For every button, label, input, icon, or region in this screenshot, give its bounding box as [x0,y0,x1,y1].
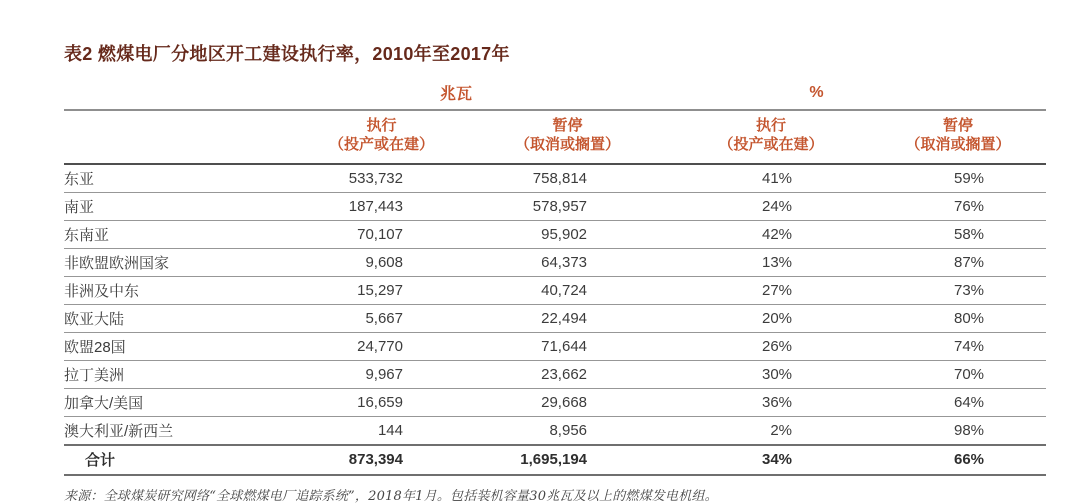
column-header-execute-pct: 执行 （投产或在建） [672,110,870,164]
table-row [64,220,1046,248]
source-note: 来源：全球煤炭研究网络“全球燃煤电厂追踪系统”，2018年1月。包括装机容量30兆瓦及以上的燃煤发电机组。 [64,488,718,504]
mw-halted-value: 40,724 [463,276,672,304]
mw-active-value: 187,443 [300,192,463,220]
table-row [64,248,1046,276]
mw-active-value: 5,667 [300,304,463,332]
pct-active-value: 20% [672,304,870,332]
total-pct-active-value: 34% [672,445,870,475]
pct-active-value: 13% [672,248,870,276]
total-label: 合计 [64,445,300,475]
mw-halted-value: 23,662 [463,360,672,388]
mw-active-value: 70,107 [300,220,463,248]
pct-halted-value: 73% [870,276,1046,304]
mw-active-value: 24,770 [300,332,463,360]
table-row [64,416,1046,445]
region-label: 南亚 [64,192,300,220]
unit-group-row [64,78,1046,110]
mw-active-value: 15,297 [300,276,463,304]
mw-halted-value: 95,902 [463,220,672,248]
mw-halted-value: 29,668 [463,388,672,416]
pct-halted-value: 64% [870,388,1046,416]
empty-corner-cell [64,78,300,110]
mw-halted-value: 64,373 [463,248,672,276]
page-title: 表2 燃煤电厂分地区开工建设执行率，2010年至2017年 [64,44,510,64]
pct-halted-value: 59% [870,164,1046,193]
pct-active-value: 42% [672,220,870,248]
pct-active-value: 24% [672,192,870,220]
pct-active-value: 41% [672,164,870,193]
total-mw-halted-value: 1,695,194 [463,445,672,475]
region-label: 澳大利亚/新西兰 [64,416,300,445]
pct-halted-value: 76% [870,192,1046,220]
empty-header-cell [64,110,300,164]
pct-halted-value: 80% [870,304,1046,332]
table-row [64,304,1046,332]
mw-halted-value: 71,644 [463,332,672,360]
region-label: 非洲及中东 [64,276,300,304]
mw-active-value: 533,732 [300,164,463,193]
table-row [64,360,1046,388]
total-row [64,445,1046,475]
table-row [64,164,1046,193]
pct-active-value: 26% [672,332,870,360]
column-header-execute-mw: 执行 （投产或在建） [300,110,463,164]
table-row [64,332,1046,360]
pct-halted-value: 70% [870,360,1046,388]
mw-halted-value: 22,494 [463,304,672,332]
column-header-halt-mw: 暂停 （取消或搁置） [463,110,672,164]
pct-active-value: 27% [672,276,870,304]
pct-halted-value: 98% [870,416,1046,445]
region-label: 东南亚 [64,220,300,248]
column-header-row [64,110,1046,164]
pct-halted-value: 74% [870,332,1046,360]
total-mw-active-value: 873,394 [300,445,463,475]
region-label: 欧盟28国 [64,332,300,360]
mw-halted-value: 758,814 [463,164,672,193]
pct-active-value: 2% [672,416,870,445]
mw-active-value: 9,967 [300,360,463,388]
column-header-halt-pct: 暂停 （取消或搁置） [870,110,1046,164]
unit-group-pct-label: % [672,78,1046,110]
total-pct-halted-value: 66% [870,445,1046,475]
mw-halted-value: 8,956 [463,416,672,445]
unit-group-mw-label: 兆瓦 [300,78,672,110]
region-label: 东亚 [64,164,300,193]
region-label: 欧亚大陆 [64,304,300,332]
pct-halted-value: 58% [870,220,1046,248]
pct-halted-value: 87% [870,248,1046,276]
table-row [64,388,1046,416]
table-row [64,192,1046,220]
pct-active-value: 36% [672,388,870,416]
region-label: 拉丁美洲 [64,360,300,388]
region-label: 非欧盟欧洲国家 [64,248,300,276]
mw-active-value: 16,659 [300,388,463,416]
table-row [64,276,1046,304]
pct-active-value: 30% [672,360,870,388]
mw-halted-value: 578,957 [463,192,672,220]
mw-active-value: 144 [300,416,463,445]
mw-active-value: 9,608 [300,248,463,276]
region-label: 加拿大/美国 [64,388,300,416]
capacity-table [64,78,1046,476]
